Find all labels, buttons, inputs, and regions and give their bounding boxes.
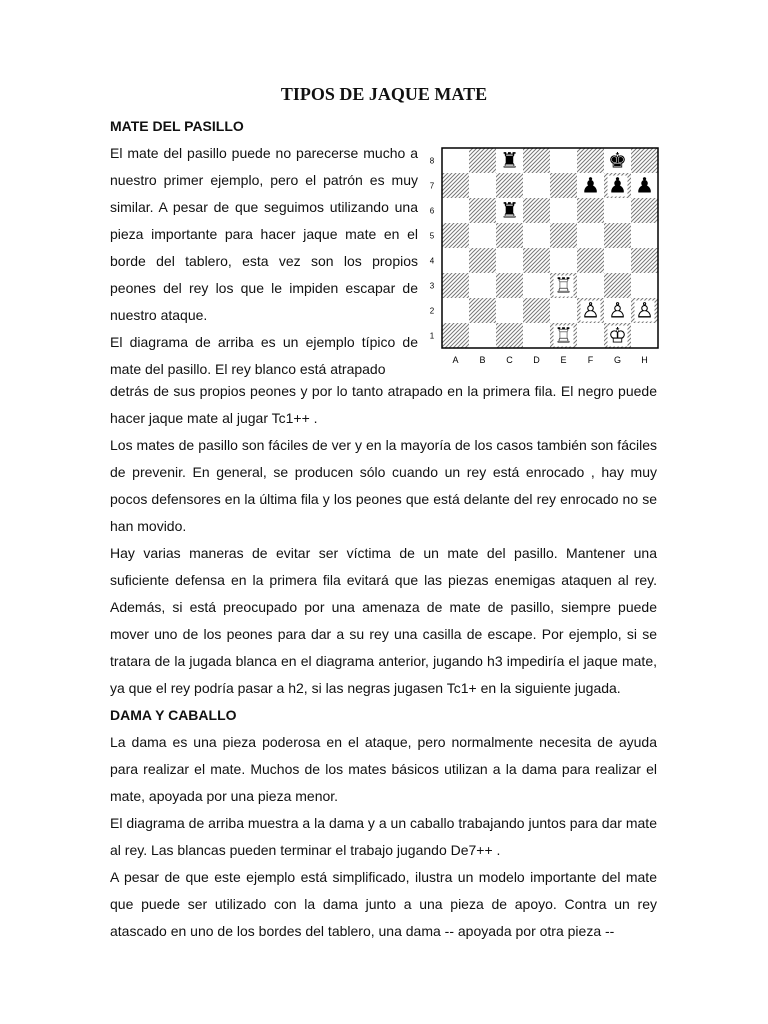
board-square	[631, 323, 658, 348]
black-pawn-icon: ♟	[635, 173, 654, 198]
board-square	[604, 248, 631, 273]
paragraph: A pesar de que este ejemplo está simplificado, ilustra un modelo importante del mate que puede ser utilizado con la dama junto a una pieza de apoyo. Contra un rey atascado en uno de los bordes del tablero, una dama -- apoyada por otra pieza --	[110, 869, 657, 939]
board-square	[469, 298, 496, 323]
board-square	[496, 223, 523, 248]
board-square	[631, 273, 658, 298]
board-square	[442, 198, 469, 223]
board-square	[442, 223, 469, 248]
board-square	[442, 248, 469, 273]
chess-board-svg	[424, 145, 660, 369]
board-square	[577, 148, 604, 173]
section-heading-dama: DAMA Y CABALLO	[110, 707, 237, 723]
board-square	[523, 198, 550, 223]
board-square	[550, 198, 577, 223]
board-square	[604, 273, 631, 298]
board-square	[496, 173, 523, 198]
board-square	[550, 173, 577, 198]
board-square	[523, 148, 550, 173]
paragraph: El diagrama de arriba es un ejemplo típico de mate del pasillo. El rey blanco está atrapado	[110, 334, 418, 377]
file-label: E	[560, 355, 567, 365]
page-title: TIPOS DE JAQUE MATE	[280, 84, 488, 104]
file-label: H	[641, 355, 648, 365]
board-square	[523, 298, 550, 323]
board-square	[442, 323, 469, 348]
board-square	[442, 273, 469, 298]
white-rook-icon: ♖	[554, 273, 573, 298]
board-square	[442, 148, 469, 173]
black-rook-icon: ♜	[500, 198, 519, 223]
paragraph: La dama es una pieza poderosa en el ataque, pero normalmente necesita de ayuda para realizar el mate. Muchos de los mates básicos utilizan a la dama para realizar el mate, apoyada por una pieza menor.	[110, 734, 657, 804]
wrapped-column	[110, 140, 418, 383]
board-square	[631, 223, 658, 248]
board-square	[469, 248, 496, 273]
board-square	[523, 323, 550, 348]
file-label: F	[587, 355, 594, 365]
board-square	[550, 248, 577, 273]
board-square	[442, 298, 469, 323]
file-label: A	[452, 355, 459, 365]
board-square	[604, 198, 631, 223]
board-square	[523, 248, 550, 273]
paragraph: El mate del pasillo puede no parecerse mucho a nuestro primer ejemplo, pero el patrón es muy similar. A pesar de que seguimos utilizando una pieza importante para hacer jaque mate en el borde del tablero, esta vez son los propios peones del rey los que le impiden escapar de nuestro ataque.	[110, 145, 418, 323]
black-rook-icon: ♜	[500, 148, 519, 173]
pasillo-section-continued	[110, 378, 657, 945]
board-square	[496, 273, 523, 298]
board-square	[469, 223, 496, 248]
paragraph: detrás de sus propios peones y por lo tanto atrapado en la primera fila. El negro puede hacer jaque mate al jugar Tc1++ .	[110, 383, 657, 426]
board-square	[577, 323, 604, 348]
board-square	[496, 323, 523, 348]
rank-label: 7	[429, 181, 435, 191]
black-pawn-icon: ♟	[608, 173, 627, 198]
board-square	[523, 273, 550, 298]
board-square	[469, 273, 496, 298]
board-square	[442, 173, 469, 198]
board-square	[577, 273, 604, 298]
paragraph: El diagrama de arriba muestra a la dama y a un caballo trabajando juntos para dar mate al rey. Las blancas pueden terminar el trabajo jugando De7++ .	[110, 815, 657, 858]
black-king-icon: ♚	[608, 148, 627, 173]
paragraph: Los mates de pasillo son fáciles de ver y en la mayoría de los casos también son fáciles de prevenir. En general, se producen sólo cuando un rey está enrocado , hay muy pocos defensores en la última fila y los peones que está delante del rey enrocado no se han movido.	[110, 437, 657, 534]
rank-label: 3	[429, 281, 435, 291]
board-square	[550, 223, 577, 248]
section-heading-pasillo: MATE DEL PASILLO	[110, 118, 244, 134]
board-square	[631, 148, 658, 173]
rank-label: 8	[429, 156, 435, 166]
board-square	[550, 148, 577, 173]
rank-label: 2	[429, 306, 435, 316]
black-pawn-icon: ♟	[581, 173, 600, 198]
chess-diagram	[424, 145, 660, 369]
rank-label: 4	[429, 256, 435, 266]
rank-label: 1	[429, 331, 435, 341]
board-square	[577, 248, 604, 273]
paragraph: Hay varias maneras de evitar ser víctima de un mate del pasillo. Mantener una suficiente defensa en la primera fila evitará que las piezas enemigas ataquen al rey. Además, si está preocupado por una amenaza de mate de pasillo, siempre puede mover uno de los peones para dar a su rey una casilla de escape. Por ejemplo, si se tratara de la jugada blanca en el diagrama anterior, jugando h3 impediría el jaque mate, ya que el rey podría pasar a h2, si las negras jugasen Tc1+ en la siguiente jugada.	[110, 545, 657, 696]
board-square	[469, 323, 496, 348]
board-square	[496, 298, 523, 323]
board-square	[550, 298, 577, 323]
rank-label: 6	[429, 206, 435, 216]
board-square	[577, 223, 604, 248]
file-label: G	[613, 355, 622, 365]
board-square	[631, 198, 658, 223]
file-label: C	[506, 355, 513, 365]
file-label: B	[479, 355, 486, 365]
board-square	[469, 148, 496, 173]
board-square	[523, 223, 550, 248]
white-rook-icon: ♖	[554, 323, 573, 348]
white-pawn-icon: ♙	[635, 298, 654, 323]
file-label: D	[533, 355, 540, 365]
board-square	[496, 248, 523, 273]
board-square	[469, 173, 496, 198]
board-square	[523, 173, 550, 198]
white-king-icon: ♔	[608, 323, 627, 348]
rank-label: 5	[429, 231, 435, 241]
white-pawn-icon: ♙	[581, 298, 600, 323]
board-square	[631, 248, 658, 273]
board-square	[469, 198, 496, 223]
board-square	[577, 198, 604, 223]
white-pawn-icon: ♙	[608, 298, 627, 323]
board-square	[604, 223, 631, 248]
